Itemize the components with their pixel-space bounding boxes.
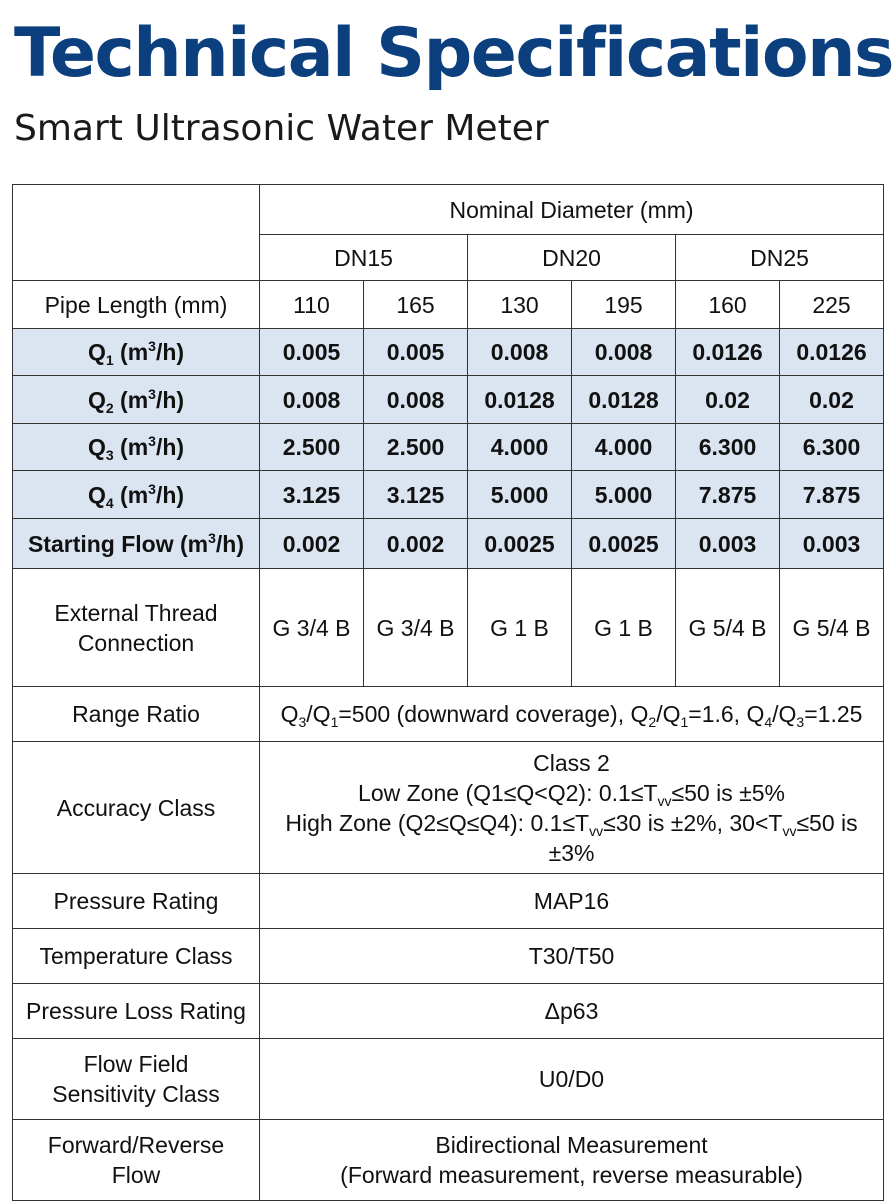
- starting-flow-cell: 0.003: [676, 519, 780, 569]
- header-blank-cell: [13, 185, 260, 281]
- q2-cell: 0.0128: [468, 376, 572, 424]
- q3-cell: 4.000: [572, 424, 676, 471]
- dn15-header: DN15: [260, 235, 468, 281]
- pipe-length-label: Pipe Length (mm): [13, 281, 260, 329]
- q1-cell: 0.0126: [676, 329, 780, 376]
- accuracy-label: Accuracy Class: [13, 742, 260, 874]
- q2-cell: 0.02: [676, 376, 780, 424]
- q1-label: $Q_1$ $(m^3/h)$: [13, 329, 260, 376]
- dn25-header: DN25: [676, 235, 884, 281]
- nominal-diameter-header: Nominal Diameter (mm): [260, 185, 884, 235]
- q4-cell: 3.125: [260, 471, 364, 519]
- pipe-length-cell: 225: [780, 281, 884, 329]
- starting-flow-cell: 0.002: [260, 519, 364, 569]
- q1-cell: 0.008: [468, 329, 572, 376]
- page-title: Technical Specifications: [14, 14, 893, 93]
- range-ratio-label: Range Ratio: [13, 687, 260, 742]
- thread-cell: G 5/4 B: [676, 569, 780, 687]
- q1-row: [13, 329, 884, 376]
- q2-cell: 0.008: [364, 376, 468, 424]
- q4-label: $Q_4$ $(m^3/h)$: [13, 471, 260, 519]
- pressure-rating-row: [13, 874, 884, 929]
- q4-cell: 7.875: [780, 471, 884, 519]
- q3-cell: 6.300: [676, 424, 780, 471]
- starting-flow-label: Starting Flow $(m^3/h)$: [13, 519, 260, 569]
- q2-label: $Q_2$ $(m^3/h)$: [13, 376, 260, 424]
- q3-row: [13, 424, 884, 471]
- pressure-loss-label: Pressure Loss Rating: [13, 984, 260, 1039]
- pipe-length-cell: 195: [572, 281, 676, 329]
- pipe-length-cell: 160: [676, 281, 780, 329]
- forward-reverse-label: Forward/Reverse Flow: [13, 1120, 260, 1201]
- temperature-class-value: T30/T50: [260, 929, 884, 984]
- pressure-rating-value: MAP16: [260, 874, 884, 929]
- q4-cell: 7.875: [676, 471, 780, 519]
- starting-flow-row: [13, 519, 884, 569]
- thread-cell: G 1 B: [468, 569, 572, 687]
- thread-label: External Thread Connection: [13, 569, 260, 687]
- range-ratio-value: $Q_3/Q_1=500$ (downward coverage), $Q_2/Q_1=1.6$, $Q_4/Q_3=1.25$: [260, 687, 884, 742]
- q2-cell: 0.0128: [572, 376, 676, 424]
- dn20-header: DN20: [468, 235, 676, 281]
- pipe-length-cell: 130: [468, 281, 572, 329]
- q1-cell: 0.008: [572, 329, 676, 376]
- accuracy-row: [13, 742, 884, 874]
- starting-flow-cell: 0.0025: [468, 519, 572, 569]
- range-ratio-row: [13, 687, 884, 742]
- pressure-loss-row: [13, 984, 884, 1039]
- q1-cell: 0.005: [260, 329, 364, 376]
- pressure-rating-label: Pressure Rating: [13, 874, 260, 929]
- pipe-length-cell: 165: [364, 281, 468, 329]
- page-subtitle: Smart Ultrasonic Water Meter: [14, 108, 549, 149]
- pipe-length-row: [13, 281, 884, 329]
- spec-table: [12, 184, 884, 1201]
- q2-row: [13, 376, 884, 424]
- q3-cell: 4.000: [468, 424, 572, 471]
- q3-cell: 2.500: [260, 424, 364, 471]
- q2-cell: 0.008: [260, 376, 364, 424]
- starting-flow-cell: 0.002: [364, 519, 468, 569]
- pressure-loss-value: Δp63: [260, 984, 884, 1039]
- q3-label: $Q_3$ $(m^3/h)$: [13, 424, 260, 471]
- q4-row: [13, 471, 884, 519]
- thread-cell: G 3/4 B: [260, 569, 364, 687]
- q4-cell: 5.000: [572, 471, 676, 519]
- thread-row: [13, 569, 884, 687]
- temperature-class-label: Temperature Class: [13, 929, 260, 984]
- q3-cell: 6.300: [780, 424, 884, 471]
- flow-field-value: U0/D0: [260, 1039, 884, 1120]
- q1-cell: 0.005: [364, 329, 468, 376]
- forward-reverse-value: Bidirectional Measurement (Forward measurement, reverse measurable): [260, 1120, 884, 1201]
- q4-cell: 3.125: [364, 471, 468, 519]
- starting-flow-cell: 0.0025: [572, 519, 676, 569]
- temperature-class-row: [13, 929, 884, 984]
- starting-flow-cell: 0.003: [780, 519, 884, 569]
- flow-field-row: [13, 1039, 884, 1120]
- q4-cell: 5.000: [468, 471, 572, 519]
- q1-cell: 0.0126: [780, 329, 884, 376]
- header-row-nominal: [13, 185, 884, 235]
- thread-cell: G 1 B: [572, 569, 676, 687]
- thread-cell: G 3/4 B: [364, 569, 468, 687]
- flow-field-label: Flow Field Sensitivity Class: [13, 1039, 260, 1120]
- thread-cell: G 5/4 B: [780, 569, 884, 687]
- q2-cell: 0.02: [780, 376, 884, 424]
- accuracy-value: Class 2 Low Zone (Q1≤Q<Q2): $0.1\le T_{vv}\le 50$ is ±5% High Zone (Q2≤Q≤Q4): $0.1\le T_{vv}\le 30$ is ±2%, $30<T_{vv}\le 50$ is ±3%: [260, 742, 884, 874]
- q3-cell: 2.500: [364, 424, 468, 471]
- forward-reverse-row: [13, 1120, 884, 1201]
- pipe-length-cell: 110: [260, 281, 364, 329]
